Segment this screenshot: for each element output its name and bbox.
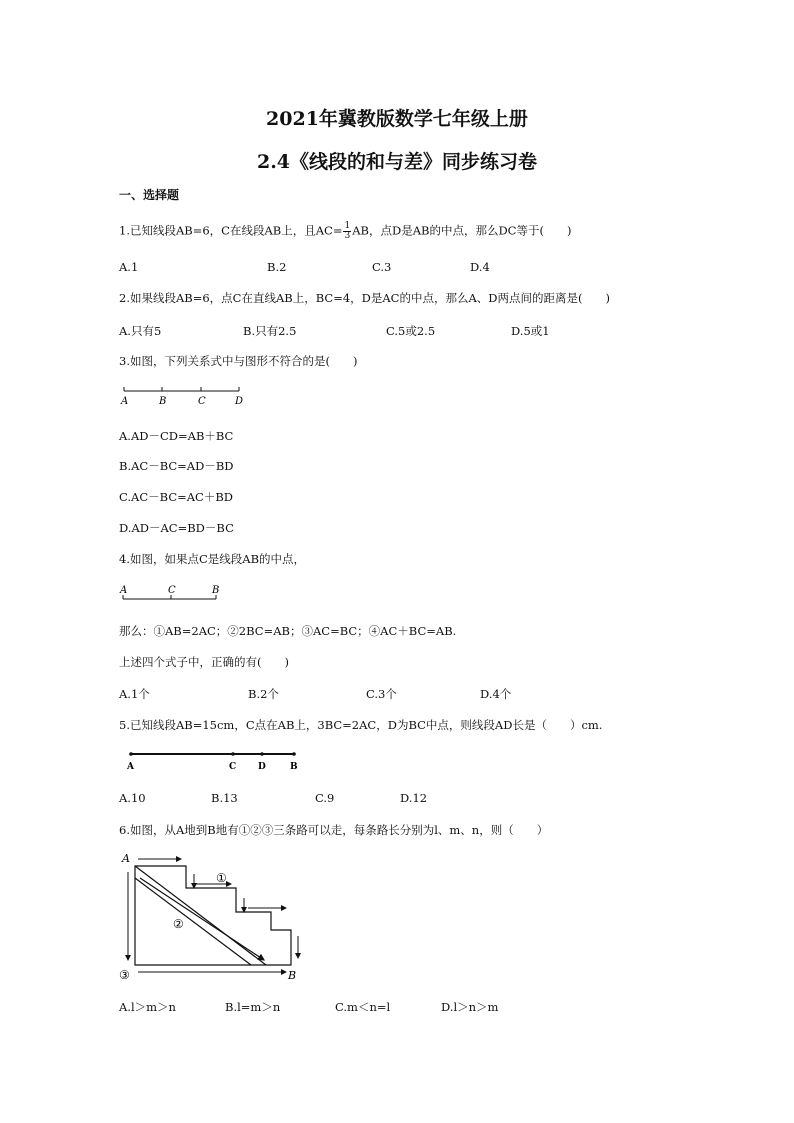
- question-5-figure: [124, 748, 304, 772]
- question-1-text-b: AB，点D是AB的中点，那么DC等于( ): [352, 223, 572, 238]
- route-label-1: ①: [216, 871, 227, 885]
- question-2-option-d[interactable]: D.5或1: [511, 324, 550, 338]
- point-label-d: D: [235, 396, 244, 407]
- section-heading-choice: 一、选择题: [119, 188, 180, 202]
- route-label-3: ③: [119, 968, 130, 982]
- question-4-option-a[interactable]: A.1个: [119, 687, 150, 701]
- question-6-option-a[interactable]: A.l＞m＞n: [119, 1000, 176, 1014]
- question-5: 5.已知线段AB=15cm，C点在AB上，3BC=2AC，D为BC中点，则线段AD长是（ ）cm.: [119, 718, 603, 732]
- question-3-option-d[interactable]: D.AD－AC=BD－BC: [119, 521, 234, 535]
- question-4-option-b[interactable]: B.2个: [248, 687, 279, 701]
- page-subtitle: 2.4《线段的和与差》同步练习卷: [256, 151, 538, 173]
- point-label-a: A: [127, 762, 134, 772]
- question-1-fraction: $\frac{1}{3}$: [344, 221, 351, 241]
- question-2-option-b[interactable]: B.只有2.5: [243, 324, 297, 338]
- point-label-d: D: [258, 762, 266, 772]
- point-label-b: B: [159, 396, 167, 407]
- question-6-option-c[interactable]: C.m＜n=l: [335, 1000, 391, 1014]
- question-5-option-b[interactable]: B.13: [211, 791, 238, 805]
- point-label-b: B: [288, 969, 297, 982]
- question-4: 4.如图，如果点C是线段AB的中点，: [119, 552, 306, 566]
- question-2-option-a[interactable]: A.只有5: [119, 324, 162, 338]
- question-4-figure: [116, 582, 226, 606]
- question-3-option-b[interactable]: B.AC－BC=AD－BD: [119, 459, 234, 473]
- question-4-question: 上述四个式子中，正确的有( ): [119, 655, 289, 669]
- point-label-c: C: [168, 585, 176, 596]
- question-1: [119, 222, 571, 241]
- point-label-b: B: [212, 585, 220, 596]
- question-1-option-b[interactable]: B.2: [267, 260, 287, 274]
- question-1-text-a: 1.已知线段AB=6，C在线段AB上，且AC=: [119, 223, 343, 238]
- question-5-option-c[interactable]: C.9: [315, 791, 335, 805]
- question-6-option-d[interactable]: D.l＞n＞m: [441, 1000, 499, 1014]
- point-label-a: A: [122, 852, 130, 865]
- question-6: 6.如图，从A地到B地有①②③三条路可以走，每条路长分别为l、m、n，则（ ）: [119, 823, 549, 837]
- question-1-option-a[interactable]: A.1: [119, 260, 139, 274]
- question-6-option-b[interactable]: B.l=m＞n: [225, 1000, 281, 1014]
- question-3-option-c[interactable]: C.AC－BC=AC＋BD: [119, 490, 234, 504]
- question-3: 3.如图，下列关系式中与图形不符合的是( ): [119, 354, 358, 368]
- point-label-b: B: [290, 762, 298, 772]
- question-4-option-c[interactable]: C.3个: [366, 687, 397, 701]
- question-4-statement: 那么：①AB=2AC；②2BC=AB；③AC=BC；④AC＋BC=AB.: [119, 624, 457, 638]
- point-label-a: A: [120, 585, 128, 596]
- point-label-c: C: [229, 762, 237, 772]
- question-3-figure: [116, 383, 251, 411]
- point-label-a: A: [121, 396, 129, 407]
- question-4-option-d[interactable]: D.4个: [480, 687, 512, 701]
- route-label-2: ②: [173, 917, 184, 931]
- question-6-figure: [116, 848, 306, 983]
- question-1-option-c[interactable]: C.3: [372, 260, 392, 274]
- page-title: 2021年冀教版数学七年级上册: [266, 108, 528, 130]
- question-2-option-c[interactable]: C.5或2.5: [386, 324, 436, 338]
- question-2: 2.如果线段AB=6，点C在直线AB上，BC=4，D是AC的中点，那么A、D两点间的距离是( ): [119, 291, 610, 305]
- point-label-c: C: [198, 396, 206, 407]
- question-1-option-d[interactable]: D.4: [470, 260, 490, 274]
- question-5-option-d[interactable]: D.12: [400, 791, 428, 805]
- question-5-option-a[interactable]: A.10: [119, 791, 146, 805]
- question-3-option-a[interactable]: A.AD－CD=AB＋BC: [119, 429, 234, 443]
